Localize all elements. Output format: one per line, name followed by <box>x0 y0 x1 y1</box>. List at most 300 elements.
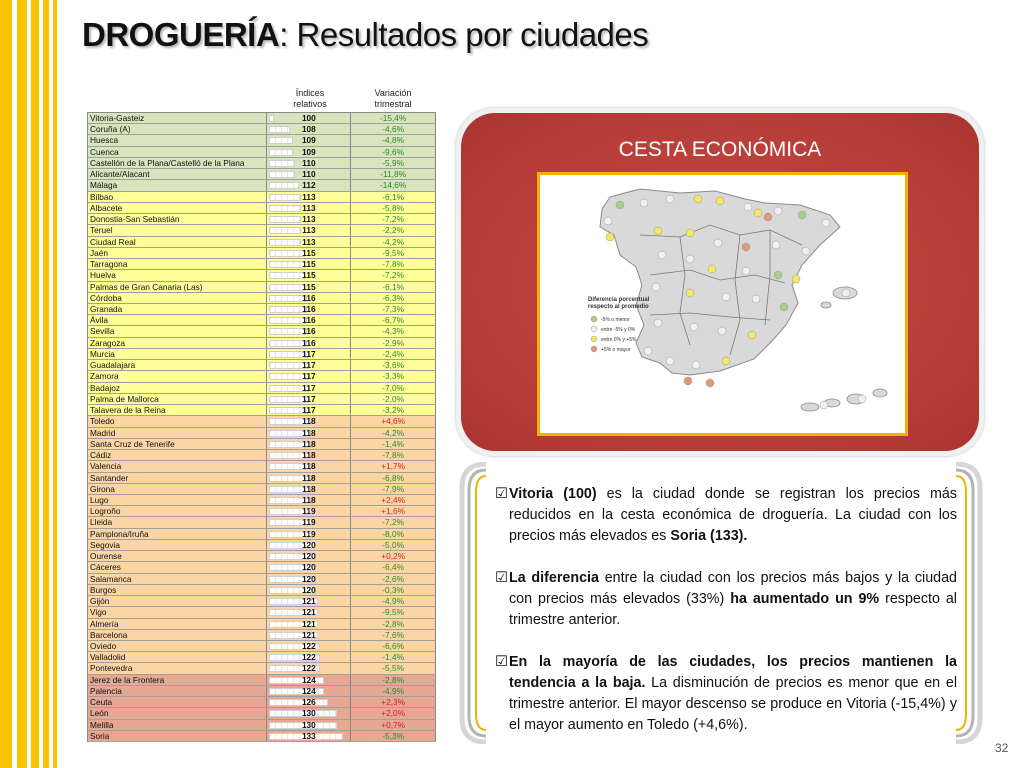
variation-value: -7,9% <box>351 484 436 494</box>
index-cell <box>267 686 351 696</box>
variation-value: -8,0% <box>351 529 436 539</box>
index-value: 117 <box>302 360 316 371</box>
city-name: Palencia <box>88 686 267 696</box>
variation-value: -2,6% <box>351 574 436 584</box>
variation-value: +0,2% <box>351 551 436 561</box>
city-name: Valladolid <box>88 652 267 662</box>
index-value: 117 <box>302 393 316 404</box>
city-name: Sevilla <box>88 326 267 336</box>
index-cell <box>267 225 351 235</box>
index-value: 133 <box>301 730 316 741</box>
index-cell <box>267 304 351 314</box>
index-cell <box>267 416 351 426</box>
city-name: Talavera de la Reina <box>88 405 267 415</box>
table-row <box>88 248 436 259</box>
city-name: Segovia <box>88 540 267 550</box>
city-name: Melilla <box>88 720 267 730</box>
index-cell <box>267 675 351 685</box>
table-row <box>88 203 436 214</box>
variation-value: +0,7% <box>351 720 436 730</box>
decorative-stripes <box>0 0 60 768</box>
city-name: Valencia <box>88 461 267 471</box>
table-row <box>88 326 436 337</box>
variation-value: -1,4% <box>351 439 436 449</box>
checkbox-icon: ☑ <box>495 570 508 586</box>
index-value: 120 <box>301 551 316 562</box>
index-cell <box>267 562 351 572</box>
variation-value: -7,2% <box>351 517 436 527</box>
city-name: Oviedo <box>88 641 267 651</box>
index-value: 115 <box>302 259 316 270</box>
variation-value: -4,9% <box>351 596 436 606</box>
table-row <box>88 383 436 394</box>
variation-value: -3,6% <box>351 360 436 370</box>
bullet-item <box>495 568 957 631</box>
variation-value: -6,3% <box>351 293 436 303</box>
table-row <box>88 720 436 731</box>
index-value: 116 <box>302 337 316 348</box>
city-name: Cádiz <box>88 450 267 460</box>
variation-value: -9,6% <box>351 147 436 157</box>
city-name: Santa Cruz de Tenerife <box>88 439 267 449</box>
index-cell <box>267 697 351 707</box>
table-row <box>88 652 436 663</box>
variation-value: -5,0% <box>351 540 436 550</box>
variation-value: -7,2% <box>351 214 436 224</box>
table-row <box>88 461 436 472</box>
index-value: 124 <box>301 674 316 685</box>
index-cell <box>267 540 351 550</box>
variation-value: -9,5% <box>351 607 436 617</box>
index-cell <box>267 461 351 471</box>
index-value: 126 <box>301 697 316 708</box>
index-cell <box>267 214 351 224</box>
index-value: 116 <box>302 326 316 337</box>
index-cell <box>267 731 351 741</box>
bullet-text: entre la ciudad con los precios más bajos y la ciudad con precios más elevados (33%) <box>509 570 957 607</box>
table-row <box>88 293 436 304</box>
table-row <box>88 394 436 405</box>
variation-value: -5,5% <box>351 663 436 673</box>
city-name: Toledo <box>88 416 267 426</box>
city-name: Cuenca <box>88 147 267 157</box>
variation-value: -4,6% <box>351 124 436 134</box>
variation-value: -4,9% <box>351 686 436 696</box>
index-cell <box>267 439 351 449</box>
index-value: 113 <box>302 202 316 213</box>
spain-map-graphic <box>540 175 905 433</box>
variation-value: -11,8% <box>351 169 436 179</box>
index-cell <box>267 652 351 662</box>
index-value: 113 <box>302 225 316 236</box>
table-row <box>88 113 436 124</box>
index-value: 118 <box>302 472 316 483</box>
table-row <box>88 338 436 349</box>
index-cell <box>267 135 351 145</box>
index-cell <box>267 349 351 359</box>
column-header-index: Índices relativos <box>293 88 327 109</box>
index-cell <box>267 574 351 584</box>
table-row <box>88 135 436 146</box>
index-value: 109 <box>301 135 316 146</box>
legend-label: entre -5% y 0% <box>601 327 636 333</box>
city-name: Málaga <box>88 180 267 190</box>
index-cell <box>267 326 351 336</box>
index-value: 118 <box>302 416 316 427</box>
variation-value: -14,6% <box>351 180 436 190</box>
index-cell <box>267 360 351 370</box>
index-value: 120 <box>301 562 316 573</box>
index-cell <box>267 180 351 190</box>
city-name: Jaén <box>88 248 267 258</box>
city-name: Lugo <box>88 495 267 505</box>
variation-value: -7,3% <box>351 304 436 314</box>
table-row <box>88 259 436 270</box>
index-cell <box>267 203 351 213</box>
city-name: Vitoria-Gasteiz <box>88 113 267 123</box>
city-name: Huesca <box>88 135 267 145</box>
table-row <box>88 506 436 517</box>
index-value: 118 <box>302 438 316 449</box>
legend-swatch <box>591 346 597 352</box>
city-name: Zamora <box>88 371 267 381</box>
index-value: 121 <box>301 607 316 618</box>
legend-label: +5% o mayor <box>601 347 631 353</box>
city-name: Donostia-San Sebastián <box>88 214 267 224</box>
table-row <box>88 416 436 427</box>
city-name: Logroño <box>88 506 267 516</box>
city-name: Coruña (A) <box>88 124 267 134</box>
spain-map <box>537 172 908 436</box>
city-name: Alicante/Alacant <box>88 169 267 179</box>
index-value: 116 <box>302 303 316 314</box>
index-value: 110 <box>302 169 316 180</box>
table-row <box>88 596 436 607</box>
legend-swatch <box>591 316 597 322</box>
index-value: 117 <box>302 382 316 393</box>
bullet-text: es la ciudad donde se registran los precios más reducidos en la cesta económica de droguería. La ciudad con los precios más elevados es <box>509 486 957 544</box>
city-name: Santander <box>88 473 267 483</box>
bullet-bold: La diferencia <box>509 570 599 586</box>
index-cell <box>267 619 351 629</box>
index-cell <box>267 450 351 460</box>
table-row <box>88 349 436 360</box>
index-cell <box>267 473 351 483</box>
city-name: Burgos <box>88 585 267 595</box>
city-name: Palmas de Gran Canaria (Las) <box>88 282 267 292</box>
index-value: 121 <box>301 596 316 607</box>
index-value: 120 <box>301 539 316 550</box>
legend-swatch <box>591 336 597 342</box>
index-cell <box>267 113 351 123</box>
city-name: Zaragoza <box>88 338 267 348</box>
table-row <box>88 304 436 315</box>
table-row <box>88 360 436 371</box>
table-row <box>88 484 436 495</box>
table-row <box>88 439 436 450</box>
city-name: Girona <box>88 484 267 494</box>
page-title: DROGUERÍA: Resultados por ciudades <box>82 16 649 53</box>
city-name: Ciudad Real <box>88 237 267 247</box>
table-row <box>88 686 436 697</box>
city-name: Bilbao <box>88 192 267 202</box>
index-cell <box>267 585 351 595</box>
index-value: 120 <box>301 573 316 584</box>
index-value: 124 <box>301 685 316 696</box>
right-bracket-decoration <box>952 462 986 744</box>
variation-value: +2,0% <box>351 708 436 718</box>
index-value: 117 <box>302 348 316 359</box>
svg-text:respecto al promedio: respecto al promedio <box>588 304 649 310</box>
index-value: 122 <box>301 663 316 674</box>
index-value: 115 <box>302 247 316 258</box>
index-value: 110 <box>302 157 316 168</box>
panel-title: CESTA ECONÓMICA <box>618 138 822 161</box>
table-row <box>88 697 436 708</box>
city-name: Almería <box>88 619 267 629</box>
variation-value: +2,3% <box>351 697 436 707</box>
variation-value: -2,0% <box>351 394 436 404</box>
index-value: 120 <box>301 584 316 595</box>
city-name: Gijón <box>88 596 267 606</box>
city-name: Soria <box>88 731 267 741</box>
index-value: 119 <box>302 517 316 528</box>
index-cell <box>267 315 351 325</box>
index-cell <box>267 192 351 202</box>
table-row <box>88 169 436 180</box>
index-cell <box>267 147 351 157</box>
index-value: 112 <box>302 180 316 191</box>
index-cell <box>267 158 351 168</box>
table-row <box>88 405 436 416</box>
city-results-table <box>87 112 436 742</box>
city-name: Ávila <box>88 315 267 325</box>
variation-value: -6,7% <box>351 315 436 325</box>
table-row <box>88 562 436 573</box>
index-cell <box>267 517 351 527</box>
table-row <box>88 180 436 191</box>
index-value: 122 <box>301 641 316 652</box>
table-row <box>88 731 436 742</box>
city-name: Pontevedra <box>88 663 267 673</box>
city-name: Salamanca <box>88 574 267 584</box>
variation-value: -3,2% <box>351 405 436 415</box>
index-value: 118 <box>302 461 316 472</box>
table-row <box>88 428 436 439</box>
index-cell <box>267 495 351 505</box>
variation-value: +4,6% <box>351 416 436 426</box>
city-name: Castellón de la Plana/Castelló de la Plana <box>88 158 267 168</box>
index-value: 122 <box>301 652 316 663</box>
city-name: Huelva <box>88 270 267 280</box>
index-value: 115 <box>302 281 316 292</box>
index-value: 118 <box>302 483 316 494</box>
city-name: Madrid <box>88 428 267 438</box>
index-cell <box>267 394 351 404</box>
city-name: Cáceres <box>88 562 267 572</box>
variation-value: -2,4% <box>351 349 436 359</box>
index-cell <box>267 551 351 561</box>
variation-value: -6,6% <box>351 641 436 651</box>
table-row <box>88 574 436 585</box>
variation-value: +1,6% <box>351 506 436 516</box>
variation-value: -7,8% <box>351 450 436 460</box>
index-cell <box>267 338 351 348</box>
variation-value: +1,7% <box>351 461 436 471</box>
page-number: 32 <box>995 741 1009 755</box>
legend-label: entre 0% y +5% <box>601 337 637 343</box>
table-row <box>88 619 436 630</box>
city-name: Barcelona <box>88 630 267 640</box>
index-cell <box>267 529 351 539</box>
variation-value: -2,2% <box>351 225 436 235</box>
table-row <box>88 158 436 169</box>
variation-value: -2,8% <box>351 619 436 629</box>
variation-value: -5,9% <box>351 158 436 168</box>
index-value: 116 <box>302 292 316 303</box>
index-cell <box>267 371 351 381</box>
variation-value: -6,1% <box>351 192 436 202</box>
variation-value: -2,9% <box>351 338 436 348</box>
variation-value: -4,2% <box>351 237 436 247</box>
variation-value: -7,8% <box>351 259 436 269</box>
bullet-bold-2: Soria (133). <box>670 528 748 544</box>
table-row <box>88 663 436 674</box>
city-name: Pamplona/Iruña <box>88 529 267 539</box>
svg-text:Diferencia porcentual: Diferencia porcentual <box>588 297 650 303</box>
index-cell <box>267 259 351 269</box>
index-cell <box>267 506 351 516</box>
city-name: Vigo <box>88 607 267 617</box>
index-cell <box>267 708 351 718</box>
table-row <box>88 630 436 641</box>
variation-value: -6,4% <box>351 562 436 572</box>
variation-value: -4,2% <box>351 428 436 438</box>
index-cell <box>267 428 351 438</box>
index-value: 113 <box>302 191 316 202</box>
column-header-variation: Variación trimestral <box>374 88 412 109</box>
index-value: 116 <box>302 315 316 326</box>
variation-value: -7,6% <box>351 630 436 640</box>
left-bracket-decoration <box>456 462 490 744</box>
index-value: 118 <box>302 427 316 438</box>
index-value: 117 <box>302 371 316 382</box>
summary-bullets <box>495 484 957 757</box>
index-cell <box>267 484 351 494</box>
city-name: Guadalajara <box>88 360 267 370</box>
table-row <box>88 495 436 506</box>
bullet-bold: Vitoria (100) <box>509 486 597 502</box>
variation-value: -15,4% <box>351 113 436 123</box>
table-row <box>88 124 436 135</box>
index-value: 119 <box>302 528 316 539</box>
index-value: 108 <box>301 124 316 135</box>
table-row <box>88 225 436 236</box>
variation-value: -6,8% <box>351 473 436 483</box>
index-value: 109 <box>301 146 316 157</box>
bullet-text-2: respecto al trimestre anterior. <box>509 591 957 628</box>
city-name: Tarragona <box>88 259 267 269</box>
index-cell <box>267 248 351 258</box>
table-row <box>88 192 436 203</box>
legend-label: -5% o menor <box>601 317 630 323</box>
table-row <box>88 315 436 326</box>
index-value: 113 <box>302 236 316 247</box>
city-name: Ceuta <box>88 697 267 707</box>
table-row <box>88 585 436 596</box>
index-cell <box>267 270 351 280</box>
variation-value: -9,5% <box>351 248 436 258</box>
city-name: Badajoz <box>88 383 267 393</box>
table-row <box>88 147 436 158</box>
city-name: Jerez de la Frontera <box>88 675 267 685</box>
table-row <box>88 517 436 528</box>
table-row <box>88 529 436 540</box>
index-cell <box>267 607 351 617</box>
variation-value: +2,4% <box>351 495 436 505</box>
index-cell <box>267 124 351 134</box>
index-cell <box>267 641 351 651</box>
variation-value: -6,1% <box>351 282 436 292</box>
index-value: 113 <box>302 214 316 225</box>
checkbox-icon: ☑ <box>495 654 508 670</box>
variation-value: -0,3% <box>351 585 436 595</box>
index-value: 119 <box>302 506 316 517</box>
index-value: 121 <box>301 629 316 640</box>
index-cell <box>267 405 351 415</box>
variation-value: -4,3% <box>351 326 436 336</box>
checkbox-icon: ☑ <box>495 486 508 502</box>
index-cell <box>267 237 351 247</box>
city-name: Córdoba <box>88 293 267 303</box>
variation-value: -5,8% <box>351 203 436 213</box>
table-row <box>88 473 436 484</box>
bullet-item <box>495 652 957 736</box>
table-row <box>88 641 436 652</box>
city-name: León <box>88 708 267 718</box>
table-row <box>88 282 436 293</box>
index-cell <box>267 383 351 393</box>
index-value: 130 <box>301 708 316 719</box>
index-cell <box>267 596 351 606</box>
table-row <box>88 675 436 686</box>
table-row <box>88 450 436 461</box>
city-name: Ourense <box>88 551 267 561</box>
table-row <box>88 551 436 562</box>
index-cell <box>267 282 351 292</box>
index-cell <box>267 293 351 303</box>
variation-value: -5,3% <box>351 731 436 741</box>
bullet-bold: En la mayoría de las ciudades, los precios mantienen la tendencia a la baja. <box>509 654 957 691</box>
index-cell <box>267 630 351 640</box>
index-cell <box>267 169 351 179</box>
table-row <box>88 237 436 248</box>
city-name: Granada <box>88 304 267 314</box>
bullet-item <box>495 484 957 547</box>
bullet-text: La disminución de precios es menor que en el trimestre anterior. El mayor descenso se produce en Vitoria (-15,4%) y el mayor aumento en Toledo (+4,6%). <box>509 675 957 733</box>
variation-value: -3,3% <box>351 371 436 381</box>
city-name: Lleida <box>88 517 267 527</box>
city-name: Palma de Mallorca <box>88 394 267 404</box>
variation-value: -7,0% <box>351 383 436 393</box>
table-row <box>88 708 436 719</box>
index-cell <box>267 663 351 673</box>
table-row <box>88 214 436 225</box>
index-value: 100 <box>301 113 316 123</box>
table-row <box>88 371 436 382</box>
index-cell <box>267 720 351 730</box>
variation-value: -7,2% <box>351 270 436 280</box>
